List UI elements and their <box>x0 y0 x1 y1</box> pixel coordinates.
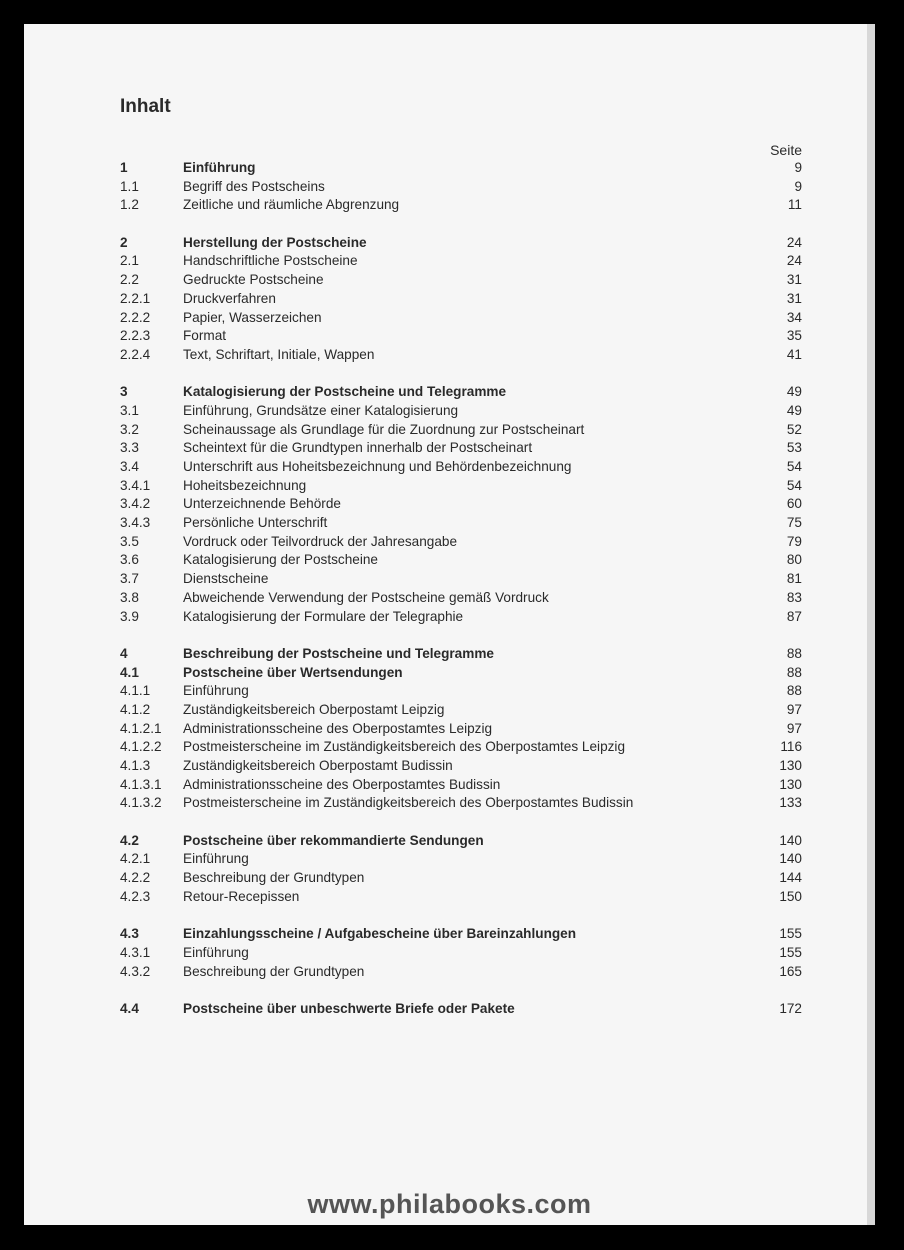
toc-entry-page: 35 <box>786 328 802 344</box>
toc-entry <box>120 738 802 757</box>
toc-entry-title: Gedruckte Postscheine <box>183 272 324 288</box>
toc-entry-title: Katalogisierung der Postscheine <box>183 552 378 568</box>
toc-entry-title: Text, Schriftart, Initiale, Wappen <box>183 346 375 362</box>
toc-entry <box>120 290 802 309</box>
toc-entry-page: 54 <box>786 477 802 493</box>
toc-entry-page: 88 <box>786 683 802 699</box>
toc-entry-title: Vordruck oder Teilvordruck der Jahresangabe <box>183 533 458 549</box>
toc-entry-title: Beschreibung der Grundtypen <box>183 963 365 979</box>
toc-entry <box>120 850 802 869</box>
toc-entry <box>120 178 802 197</box>
toc-entry-number: 4.1.3 <box>120 758 151 773</box>
toc-entry <box>120 757 802 776</box>
toc-entry-number: 3.4 <box>120 459 139 474</box>
toc-entry <box>120 252 802 271</box>
toc-entry-number: 4.2 <box>120 832 139 848</box>
toc-entry-title: Begriff des Postscheins <box>183 178 325 194</box>
toc-entry-page: 9 <box>794 178 802 194</box>
toc-entry <box>120 645 802 664</box>
toc-entry-page: 31 <box>786 290 802 306</box>
toc-entry <box>120 589 802 608</box>
toc-entry-number: 3 <box>120 384 128 400</box>
toc-entry-title: Einführung <box>183 851 249 867</box>
toc-entry-page: 52 <box>786 421 802 437</box>
toc-entry-number: 4.1.2.1 <box>120 720 162 736</box>
toc-entry-title: Postscheine über Wertsendungen <box>183 664 403 680</box>
toc-entry-number: 2 <box>120 234 128 250</box>
toc-entry-title: Zuständigkeitsbereich Oberpostamt Leipzig <box>183 701 445 717</box>
toc-entry-page: 97 <box>786 720 802 736</box>
toc-entry-title: Persönliche Unterschrift <box>183 515 328 531</box>
toc-entry-number: 3.4.3 <box>120 515 151 531</box>
toc-entry <box>120 832 802 851</box>
toc-entry-number: 3.8 <box>120 589 139 605</box>
toc-entry-title: Unterzeichnende Behörde <box>183 496 341 512</box>
toc-entry-page: 75 <box>786 515 802 531</box>
toc-entry-number: 3.9 <box>120 608 139 624</box>
toc-entry <box>120 720 802 739</box>
toc-entry-page: 54 <box>786 459 802 474</box>
toc-entry-page: 60 <box>786 496 802 512</box>
toc-entry <box>120 888 802 907</box>
toc-entry-title: Postscheine über rekommandierte Sendungen <box>183 832 484 848</box>
toc-entry <box>120 402 802 421</box>
toc-entry <box>120 533 802 552</box>
document-page <box>24 24 875 1225</box>
watermark: www.philabooks.com <box>307 1189 592 1219</box>
toc-entry-number: 2.2 <box>120 272 139 288</box>
toc-entry <box>120 514 802 533</box>
toc-entry <box>120 196 802 215</box>
toc-entry-page: 81 <box>786 571 802 587</box>
toc-entry-title: Katalogisierung der Postscheine und Telegramme <box>183 384 507 400</box>
toc-entry-page: 53 <box>786 440 802 456</box>
toc-entry-number: 4.1.3.2 <box>120 795 162 811</box>
toc-entry-number: 3.5 <box>120 533 139 549</box>
toc-entry-number: 4.4 <box>120 1000 139 1016</box>
toc-entry-number: 3.7 <box>120 571 139 587</box>
toc-entry <box>120 458 802 477</box>
toc-entry <box>120 551 802 570</box>
toc-entry-page: 130 <box>779 758 802 773</box>
toc-entry-page: 49 <box>786 402 802 418</box>
toc-entry-number: 4.1.2.2 <box>120 739 162 755</box>
toc-entry-number: 2.2.4 <box>120 346 151 362</box>
toc-entry-number: 3.2 <box>120 421 139 437</box>
toc-entry-title: Postscheine über unbeschwerte Briefe oder Pakete <box>183 1000 515 1016</box>
toc-entry-title: Einführung <box>183 160 256 175</box>
toc-entry <box>120 925 802 944</box>
toc-entry-page: 24 <box>786 234 802 250</box>
toc-entry-number: 2.2.1 <box>120 290 151 306</box>
toc-entry-title: Abweichende Verwendung der Postscheine gemäß Vordruck <box>183 589 549 605</box>
toc-entry-number: 4.2.3 <box>120 888 151 904</box>
toc-entry-page: 140 <box>779 851 802 867</box>
toc-entry <box>120 421 802 440</box>
toc-entry-number: 3.6 <box>120 552 139 568</box>
toc-entry <box>120 439 802 458</box>
toc-entry-page: 83 <box>786 589 802 605</box>
toc-entry-title: Retour-Recepissen <box>183 888 300 904</box>
toc-entry <box>120 664 802 683</box>
toc-entry-title: Scheinaussage als Grundlage für die Zuordnung zur Postscheinart <box>183 421 585 437</box>
toc-entry <box>120 944 802 963</box>
toc-entry <box>120 1000 802 1019</box>
toc-entry-number: 3.4.1 <box>120 477 151 493</box>
toc-entry-page: 172 <box>779 1000 802 1016</box>
table-of-contents <box>120 159 802 1019</box>
toc-entry-title: Hoheitsbezeichnung <box>183 477 307 493</box>
toc-entry-number: 4 <box>120 645 128 661</box>
toc-entry <box>120 346 802 365</box>
toc-entry-page: 165 <box>779 963 802 979</box>
toc-entry-page: 49 <box>786 384 802 400</box>
page-edge-shadow <box>867 24 875 1225</box>
toc-entry-title: Katalogisierung der Formulare der Telegraphie <box>183 608 464 624</box>
toc-entry <box>120 234 802 253</box>
toc-entry-title: Beschreibung der Postscheine und Telegramme <box>183 645 494 661</box>
toc-entry-number: 4.1.1 <box>120 683 151 699</box>
toc-entry-number: 3.1 <box>120 402 139 418</box>
toc-entry-number: 2.2.3 <box>120 328 151 344</box>
toc-entry-title: Format <box>183 328 227 344</box>
toc-entry-page: 116 <box>780 739 802 755</box>
toc-entry-number: 3.3 <box>120 440 139 456</box>
toc-entry-page: 155 <box>779 944 802 960</box>
toc-entry-page: 144 <box>779 870 802 886</box>
toc-entry <box>120 383 802 402</box>
toc-entry-title: Einzahlungsscheine / Aufgabescheine über Bareinzahlungen <box>183 926 577 942</box>
toc-entry-number: 4.3.1 <box>120 944 151 960</box>
toc-entry-number: 1 <box>120 160 128 175</box>
toc-entry-page: 79 <box>786 533 802 549</box>
toc-entry-title: Unterschrift aus Hoheitsbezeichnung und Behördenbezeichnung <box>183 459 572 474</box>
toc-entry <box>120 570 802 589</box>
toc-entry-title: Postmeisterscheine im Zuständigkeitsbereich des Oberpostamtes Leipzig <box>183 739 626 755</box>
toc-entry-page: 133 <box>779 795 802 811</box>
toc-entry-title: Herstellung der Postscheine <box>183 234 367 250</box>
toc-entry <box>120 682 802 701</box>
toc-entry-number: 4.3 <box>120 926 139 942</box>
toc-entry <box>120 159 802 178</box>
toc-entry-page: 88 <box>786 664 802 680</box>
toc-entry-title: Einführung, Grundsätze einer Katalogisierung <box>183 402 459 418</box>
toc-entry <box>120 776 802 795</box>
toc-entry-page: 140 <box>779 832 802 848</box>
toc-entry-number: 3.4.2 <box>120 496 151 512</box>
toc-entry-title: Papier, Wasserzeichen <box>183 309 322 325</box>
toc-entry-number: 4.2.1 <box>120 851 151 867</box>
toc-entry-number: 4.2.2 <box>120 870 151 886</box>
toc-entry-page: 9 <box>794 160 802 175</box>
toc-entry-title: Handschriftliche Postscheine <box>183 253 358 269</box>
toc-entry-number: 1.2 <box>120 197 139 213</box>
toc-entry-page: 41 <box>786 346 802 362</box>
toc-entry-page: 155 <box>779 926 802 942</box>
toc-entry-page: 150 <box>779 888 802 904</box>
toc-entry-title: Postmeisterscheine im Zuständigkeitsbereich des Oberpostamtes Budissin <box>183 795 634 811</box>
toc-entry-title: Beschreibung der Grundtypen <box>183 870 365 886</box>
toc-entry <box>120 701 802 720</box>
toc-entry-title: Zuständigkeitsbereich Oberpostamt Budissin <box>183 758 453 773</box>
toc-entry <box>120 327 802 346</box>
toc-entry <box>120 963 802 982</box>
toc-entry-page: 11 <box>787 197 802 213</box>
toc-entry-page: 88 <box>786 645 802 661</box>
toc-entry-page: 31 <box>786 272 802 288</box>
toc-entry-title: Druckverfahren <box>183 290 276 306</box>
toc-entry-number: 4.1.2 <box>120 701 151 717</box>
toc-entry-page: 97 <box>786 701 802 717</box>
toc-entry-title: Administrationsscheine des Oberpostamtes Leipzig <box>183 720 493 736</box>
toc-entry <box>120 794 802 813</box>
toc-entry-page: 34 <box>786 309 802 325</box>
toc-entry-number: 4.1 <box>120 664 139 680</box>
toc-entry-title: Scheintext für die Grundtypen innerhalb der Postscheinart <box>183 440 533 456</box>
toc-entry-number: 1.1 <box>120 178 139 194</box>
toc-entry-page: 24 <box>786 253 802 269</box>
page-title: Inhalt <box>120 96 171 117</box>
toc-entry-page: 130 <box>779 776 802 792</box>
toc-entry <box>120 608 802 627</box>
toc-entry-page: 87 <box>786 608 802 624</box>
toc-entry <box>120 869 802 888</box>
toc-entry-number: 2.2.2 <box>120 309 151 325</box>
toc-entry <box>120 477 802 496</box>
toc-entry-number: 4.3.2 <box>120 963 151 979</box>
toc-entry-number: 4.1.3.1 <box>120 776 162 792</box>
toc-entry-title: Zeitliche und räumliche Abgrenzung <box>183 197 400 213</box>
toc-entry-title: Administrationsscheine des Oberpostamtes Budissin <box>183 776 501 792</box>
toc-entry-title: Dienstscheine <box>183 571 269 587</box>
toc-entry-number: 2.1 <box>120 253 139 269</box>
toc-entry <box>120 309 802 328</box>
toc-entry <box>120 271 802 290</box>
page-column-header: Seite <box>770 142 802 158</box>
toc-entry-title: Einführung <box>183 944 249 960</box>
toc-entry-title: Einführung <box>183 683 249 699</box>
toc-entry <box>120 495 802 514</box>
toc-entry-page: 80 <box>786 552 802 568</box>
